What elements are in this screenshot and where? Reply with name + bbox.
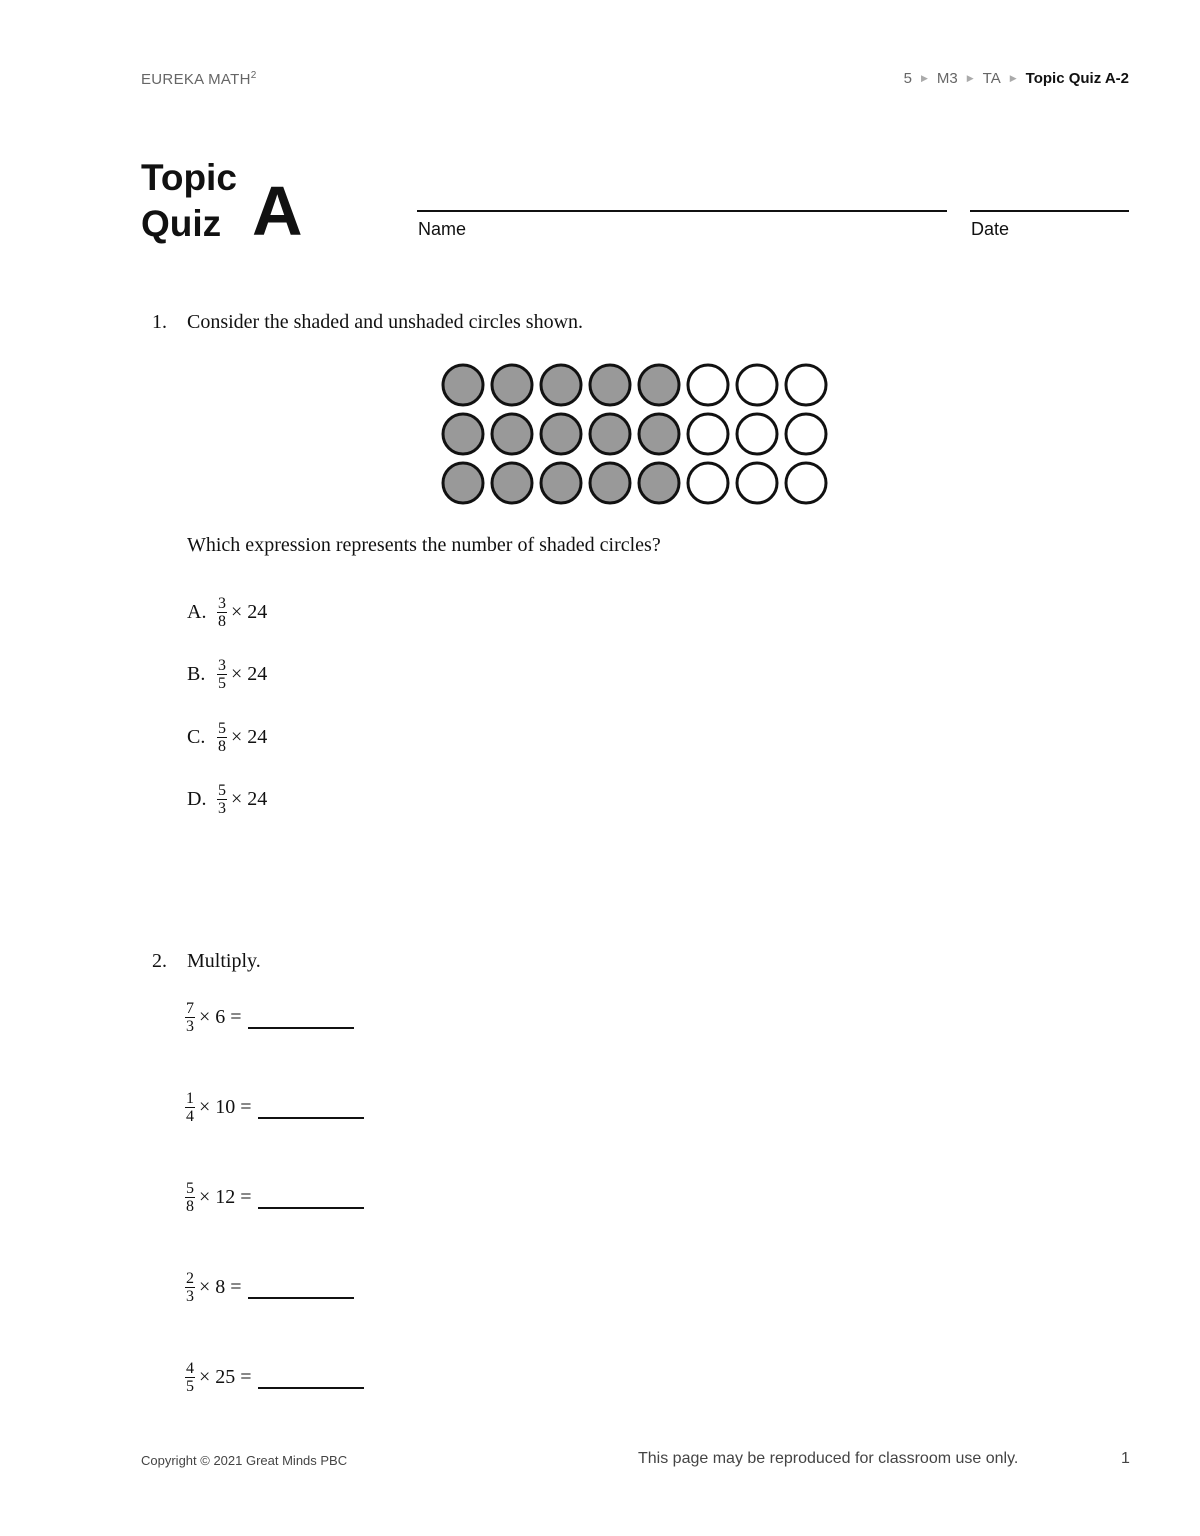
numerator: 4: [186, 1360, 194, 1377]
shaded-circle: [590, 365, 630, 405]
unshaded-circle: [737, 414, 777, 454]
expression: × 24: [231, 663, 268, 685]
shaded-circle: [541, 414, 581, 454]
expression: × 10 =: [199, 1096, 252, 1118]
denominator: 8: [218, 613, 226, 630]
multiply-item: [185, 1270, 354, 1305]
choice-b[interactable]: [187, 657, 267, 692]
fraction: [185, 1000, 195, 1035]
numerator: 5: [218, 782, 226, 799]
unshaded-circle: [737, 365, 777, 405]
shaded-circle: [639, 414, 679, 454]
name-label: Name: [418, 219, 467, 239]
breadcrumb: [904, 70, 1129, 87]
breadcrumb-current: Topic Quiz A-2: [1025, 70, 1129, 87]
chevron-right-icon: ▶: [1009, 73, 1017, 83]
denominator: 3: [186, 1288, 194, 1305]
fraction: [185, 1090, 195, 1125]
denominator: 4: [186, 1108, 194, 1125]
expression: × 12 =: [199, 1186, 252, 1208]
answer-blank[interactable]: [258, 1367, 364, 1389]
numerator: 5: [186, 1180, 194, 1197]
q2-prompt: Multiply.: [187, 950, 261, 972]
shaded-circle: [590, 414, 630, 454]
numerator: 2: [186, 1270, 194, 1287]
choice-d[interactable]: [187, 782, 267, 817]
fraction: [185, 1270, 195, 1305]
multiply-item: [185, 1090, 364, 1125]
shaded-circle: [492, 414, 532, 454]
answer-blank[interactable]: [248, 1277, 354, 1299]
unshaded-circle: [688, 463, 728, 503]
numerator: 5: [218, 720, 226, 737]
shaded-circle: [639, 463, 679, 503]
denominator: 5: [186, 1378, 194, 1395]
expression: × 8 =: [199, 1276, 242, 1298]
multiply-item: [185, 1000, 354, 1035]
expression: × 24: [231, 788, 268, 810]
choice-letter: C.: [187, 726, 206, 748]
footer-note: This page may be reproduced for classroom use only.: [638, 1450, 1019, 1467]
fraction: [217, 720, 227, 755]
numerator: 1: [186, 1090, 194, 1107]
date-line[interactable]: [970, 210, 1129, 212]
unshaded-circle: [737, 463, 777, 503]
fraction: [217, 657, 227, 692]
multiply-item: [185, 1180, 364, 1215]
shaded-circle: [443, 414, 483, 454]
unshaded-circle: [688, 414, 728, 454]
choice-letter: A.: [187, 601, 207, 623]
expression: × 24: [231, 726, 268, 748]
shaded-circle: [443, 365, 483, 405]
choice-letter: D.: [187, 788, 207, 810]
denominator: 3: [186, 1018, 194, 1035]
footer-copyright: Copyright © 2021 Great Minds PBC: [141, 1453, 348, 1468]
shaded-circle: [492, 365, 532, 405]
shaded-circle: [639, 365, 679, 405]
shaded-circle: [443, 463, 483, 503]
page-title-letter: A: [252, 172, 303, 250]
brand-superscript: 2: [250, 70, 257, 81]
choice-letter: B.: [187, 663, 206, 685]
denominator: 8: [218, 738, 226, 755]
page-title-topic: Topic: [141, 157, 237, 198]
numerator: 3: [218, 657, 226, 674]
chevron-right-icon: ▶: [920, 73, 928, 83]
answer-blank[interactable]: [248, 1007, 354, 1029]
page-number: 1: [1121, 1450, 1130, 1467]
expression: × 24: [231, 601, 268, 623]
brand-logo: [141, 70, 257, 88]
denominator: 3: [218, 800, 226, 817]
page-title-quiz: Quiz: [141, 203, 222, 244]
fraction: [185, 1180, 195, 1215]
q2-number: 2.: [152, 950, 167, 972]
unshaded-circle: [786, 365, 826, 405]
expression: × 25 =: [199, 1366, 252, 1388]
choice-c[interactable]: [187, 720, 267, 755]
shaded-circle: [492, 463, 532, 503]
date-label: Date: [971, 219, 1010, 239]
answer-blank[interactable]: [258, 1187, 364, 1209]
denominator: 5: [218, 675, 226, 692]
breadcrumb-module: M3: [936, 70, 958, 87]
breadcrumb-grade: 5: [903, 70, 912, 87]
circle-grid: [436, 360, 836, 510]
fraction: [185, 1360, 195, 1395]
brand-text: EUREKA MATH: [141, 71, 251, 88]
numerator: 3: [218, 595, 226, 612]
shaded-circle: [541, 365, 581, 405]
multiply-item: [185, 1360, 364, 1395]
fraction: [217, 595, 227, 630]
q1-question: Which expression represents the number of shaded circles?: [187, 534, 661, 556]
unshaded-circle: [688, 365, 728, 405]
q1-prompt: Consider the shaded and unshaded circles shown.: [187, 311, 584, 333]
name-line[interactable]: [417, 210, 947, 212]
chevron-right-icon: ▶: [966, 73, 974, 83]
choice-a[interactable]: [187, 595, 267, 630]
shaded-circle: [541, 463, 581, 503]
answer-blank[interactable]: [258, 1097, 364, 1119]
expression: × 6 =: [199, 1006, 242, 1028]
shaded-circle: [590, 463, 630, 503]
unshaded-circle: [786, 463, 826, 503]
q1-number: 1.: [152, 311, 167, 333]
breadcrumb-topic: TA: [982, 70, 1001, 87]
fraction: [217, 782, 227, 817]
denominator: 8: [186, 1198, 194, 1215]
numerator: 7: [186, 1000, 194, 1017]
unshaded-circle: [786, 414, 826, 454]
